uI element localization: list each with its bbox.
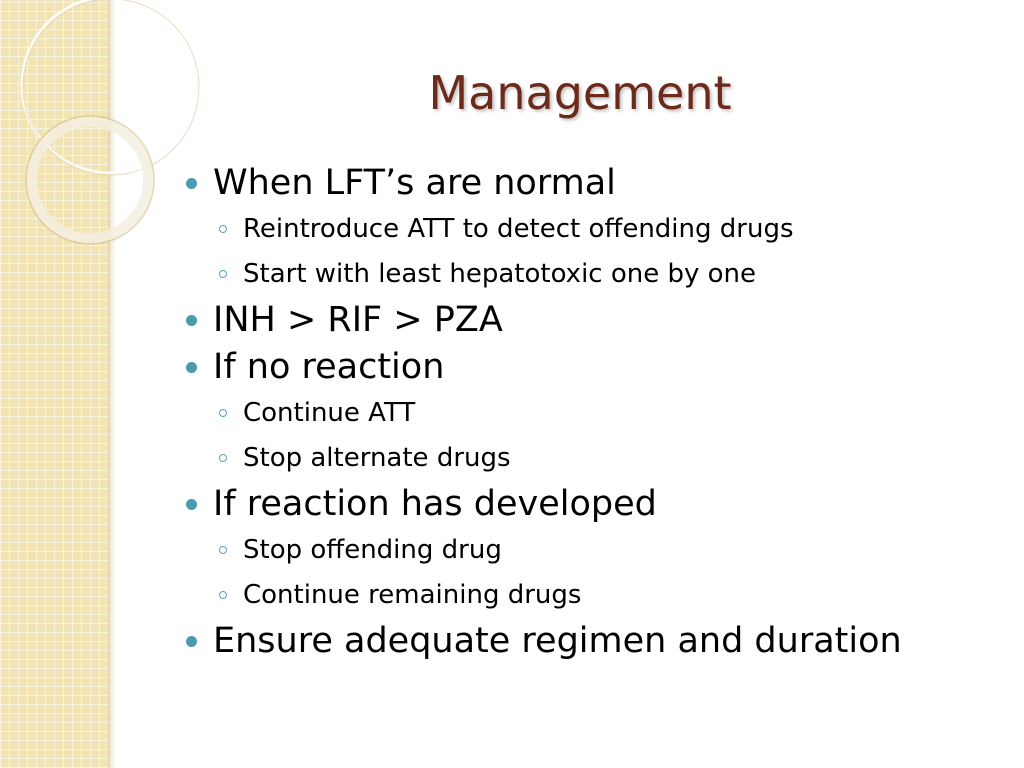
bullet-item bbox=[186, 481, 986, 528]
bullet-list bbox=[186, 160, 986, 665]
bullet-item bbox=[186, 297, 986, 344]
bullet-item bbox=[186, 344, 986, 391]
sub-bullet-ring-icon bbox=[219, 546, 227, 554]
sub-bullet-item bbox=[186, 528, 986, 573]
slide-title: Management bbox=[428, 66, 732, 120]
sub-bullet-text: Continue remaining drugs bbox=[243, 580, 582, 610]
sub-bullet-text: Start with least hepatotoxic one by one bbox=[243, 259, 757, 289]
sub-bullet-item bbox=[186, 207, 986, 252]
sub-bullet-text: Stop alternate drugs bbox=[243, 443, 511, 473]
sub-bullet-ring-icon bbox=[219, 454, 227, 462]
bullet-text: Ensure adequate regimen and duration bbox=[213, 621, 902, 661]
sub-bullet-ring-icon bbox=[219, 591, 227, 599]
bullet-text: If reaction has developed bbox=[213, 484, 657, 524]
decorative-rings bbox=[0, 0, 200, 300]
decorative-ring-small-shade bbox=[26, 116, 154, 244]
sub-bullet-item bbox=[186, 252, 986, 297]
sub-bullet-text: Stop offending drug bbox=[243, 535, 502, 565]
bullet-item bbox=[186, 160, 986, 207]
bullet-dot-icon bbox=[186, 315, 197, 326]
bullet-dot-icon bbox=[186, 362, 197, 373]
sub-bullet-ring-icon bbox=[219, 270, 227, 278]
sub-bullet-item bbox=[186, 436, 986, 481]
bullet-text: INH > RIF > PZA bbox=[213, 300, 503, 340]
bullet-text: If no reaction bbox=[213, 347, 445, 387]
sub-bullet-text: Continue ATT bbox=[243, 398, 416, 428]
decorative-ring-small bbox=[32, 122, 148, 238]
sub-bullet-ring-icon bbox=[219, 225, 227, 233]
sub-bullet-text: Reintroduce ATT to detect offending drugs bbox=[243, 214, 794, 244]
bullet-dot-icon bbox=[186, 499, 197, 510]
sub-bullet-item bbox=[186, 391, 986, 436]
bullet-item bbox=[186, 618, 986, 665]
bullet-text: When LFT’s are normal bbox=[213, 163, 616, 203]
bullet-dot-icon bbox=[186, 636, 197, 647]
sub-bullet-item bbox=[186, 573, 986, 618]
sub-bullet-ring-icon bbox=[219, 409, 227, 417]
bullet-dot-icon bbox=[186, 178, 197, 189]
